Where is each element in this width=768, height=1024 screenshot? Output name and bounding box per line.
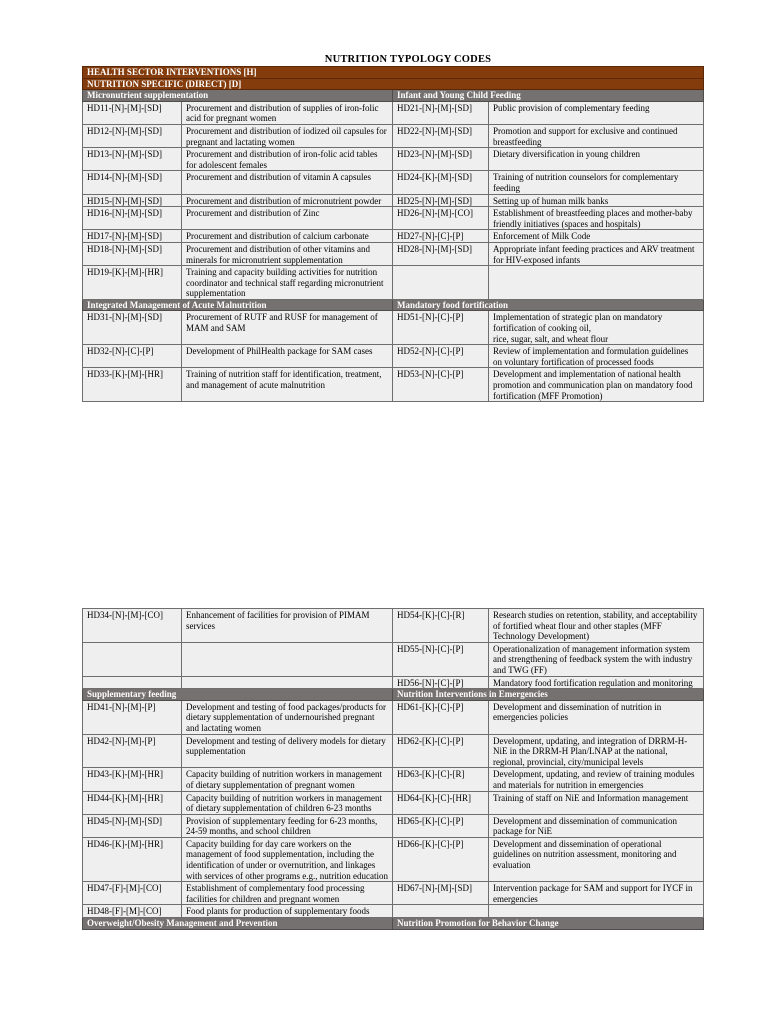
description-cell: Development and implementation of national health promotion and communication plan on mandatory food fortification (MFF Promotion) xyxy=(489,368,704,402)
description-cell: Procurement and distribution of calcium carbonate xyxy=(182,230,393,243)
code-cell xyxy=(83,676,182,689)
table-row xyxy=(83,700,704,734)
description-cell: Training of nutrition staff for identification, treatment, and management of acute malnutrition xyxy=(182,368,393,402)
description-cell: Development and testing of delivery models for dietary supplementation xyxy=(182,734,393,768)
description-cell: Development and dissemination of nutrition in emergencies policies xyxy=(489,700,704,734)
code-cell: HD41-[N]-[M]-[P] xyxy=(83,700,182,734)
description-cell: Public provision of complementary feeding xyxy=(489,101,704,124)
table-row xyxy=(83,207,704,230)
section-header-micronutrient: Micronutrient supplementation xyxy=(83,90,393,102)
table-row xyxy=(83,814,704,837)
table-row xyxy=(83,791,704,814)
code-cell: HD24-[K]-[M]-[SD] xyxy=(393,171,489,194)
code-cell: HD18-[N]-[M]-[SD] xyxy=(83,242,182,265)
code-cell: HD44-[K]-[M]-[HR] xyxy=(83,791,182,814)
code-cell xyxy=(393,905,489,918)
table-row xyxy=(83,266,704,300)
code-cell: HD43-[K]-[M]-[HR] xyxy=(83,768,182,791)
code-cell xyxy=(83,642,182,676)
description-cell: Setting up of human milk banks xyxy=(489,194,704,207)
micronutrient-iycf-rows xyxy=(83,101,704,299)
description-cell: Appropriate infant feeding practices and ARV treatment for HIV-exposed infants xyxy=(489,242,704,265)
code-cell: HD31-[N]-[M]-[SD] xyxy=(83,311,182,345)
code-cell: HD15-[N]-[M]-[SD] xyxy=(83,194,182,207)
code-cell: HD46-[K]-[M]-[HR] xyxy=(83,837,182,881)
description-cell: Establishment of breastfeeding places and mother-baby friendly initiatives (spaces and hospitals) xyxy=(489,207,704,230)
description-cell: Capacity building of nutrition workers in management of dietary supplementation of pregnant women xyxy=(182,768,393,791)
table-row xyxy=(83,609,704,643)
description-cell: Procurement and distribution of vitamin A capsules xyxy=(182,171,393,194)
description-cell: Enhancement of facilities for provision of PIMAM services xyxy=(182,609,393,643)
table-row xyxy=(83,124,704,147)
supplementary-emergency-rows xyxy=(83,700,704,917)
table-row xyxy=(83,148,704,171)
description-cell: Training and capacity building activities for nutrition coordinator and technical staff regarding micronutrient supplementation xyxy=(182,266,393,300)
document-title: NUTRITION TYPOLOGY CODES xyxy=(324,54,492,65)
description-cell: Capacity building of nutrition workers in management of dietary supplementation of children 6-23 months xyxy=(182,791,393,814)
code-cell: HD33-[K]-[M]-[HR] xyxy=(83,368,182,402)
description-cell xyxy=(182,642,393,676)
table-row xyxy=(83,905,704,918)
table-row xyxy=(83,768,704,791)
code-cell: HD52-[N]-[C]-[P] xyxy=(393,345,489,368)
description-cell: Procurement and distribution of supplies of iron-folic acid for pregnant women xyxy=(182,101,393,124)
code-cell: HD64-[K]-[C]-[HR] xyxy=(393,791,489,814)
description-cell: Development and testing of food packages/products for dietary supplementation of undernourished pregnant and lactating women xyxy=(182,700,393,734)
table-row xyxy=(83,345,704,368)
section-header-iycf: Infant and Young Child Feeding xyxy=(393,90,704,102)
description-cell: Procurement of RUTF and RUSF for management of MAM and SAM xyxy=(182,311,393,345)
code-cell: HD13-[N]-[M]-[SD] xyxy=(83,148,182,171)
code-cell: HD63-[K]-[C]-[R] xyxy=(393,768,489,791)
code-cell: HD48-[F]-[M]-[CO] xyxy=(83,905,182,918)
code-cell: HD47-[F]-[M]-[CO] xyxy=(83,882,182,905)
description-cell: Establishment of complementary food processing facilities for children and pregnant women xyxy=(182,882,393,905)
description-cell: Training of staff on NiE and Information management xyxy=(489,791,704,814)
section-header-supplementary-feeding: Supplementary feeding xyxy=(83,689,393,701)
description-cell: Enforcement of Milk Code xyxy=(489,230,704,243)
code-cell: HD25-[N]-[M]-[SD] xyxy=(393,194,489,207)
code-cell: HD42-[N]-[M]-[P] xyxy=(83,734,182,768)
description-cell: Mandatory food fortification regulation and monitoring xyxy=(489,676,704,689)
description-cell: Intervention package for SAM and support for IYCF in emergencies xyxy=(489,882,704,905)
code-cell: HD27-[N]-[C]-[P] xyxy=(393,230,489,243)
code-cell: HD51-[N]-[C]-[P] xyxy=(393,311,489,345)
table-row xyxy=(83,642,704,676)
code-cell: HD66-[K]-[C]-[P] xyxy=(393,837,489,881)
description-cell: Training of nutrition counselors for complementary feeding xyxy=(489,171,704,194)
description-cell: Development, updating, and review of training modules and materials for nutrition in emergencies xyxy=(489,768,704,791)
table-row xyxy=(83,194,704,207)
table-row xyxy=(83,368,704,402)
table-row xyxy=(83,101,704,124)
description-cell: Development of PhilHealth package for SAM cases xyxy=(182,345,393,368)
code-cell: HD28-[N]-[M]-[SD] xyxy=(393,242,489,265)
table-row xyxy=(83,311,704,345)
description-cell: Review of implementation and formulation guidelines on voluntary fortification of processed foods xyxy=(489,345,704,368)
code-cell: HD45-[N]-[M]-[SD] xyxy=(83,814,182,837)
description-cell: Procurement and distribution of iron-folic acid tables for adolescent females xyxy=(182,148,393,171)
description-cell: Operationalization of management information system and strengthening of feedback system the with industry and TWG (FF) xyxy=(489,642,704,676)
code-cell: HD22-[N]-[M]-[SD] xyxy=(393,124,489,147)
imam-fortification-rows xyxy=(83,311,704,402)
description-cell: Development and dissemination of communication package for NiE xyxy=(489,814,704,837)
code-cell: HD12-[N]-[M]-[SD] xyxy=(83,124,182,147)
section-header-food-fortification: Mandatory food fortification xyxy=(393,299,704,311)
table-row xyxy=(83,734,704,768)
code-cell: HD54-[K]-[C]-[R] xyxy=(393,609,489,643)
code-cell: HD55-[N]-[C]-[P] xyxy=(393,642,489,676)
section-header-emergencies: Nutrition Interventions in Emergencies xyxy=(393,689,704,701)
code-cell: HD17-[N]-[M]-[SD] xyxy=(83,230,182,243)
code-cell: HD67-[N]-[M]-[SD] xyxy=(393,882,489,905)
description-cell: Food plants for production of supplementary foods xyxy=(182,905,393,918)
description-cell: Procurement and distribution of micronutrient powder xyxy=(182,194,393,207)
band-health-sector: HEALTH SECTOR INTERVENTIONS [H] xyxy=(83,67,704,79)
continued-rows xyxy=(83,609,704,689)
code-cell: HD53-[N]-[C]-[P] xyxy=(393,368,489,402)
description-cell: Development, updating, and integration of DRRM-H-NiE in the DRRM-H Plan/LNAP at the national, regional, provincial, city/municipal levels xyxy=(489,734,704,768)
description-cell xyxy=(489,905,704,918)
section-header-overweight-obesity: Overweight/Obesity Management and Prevention xyxy=(83,918,393,930)
description-cell xyxy=(489,266,704,300)
description-cell: Procurement and distribution of iodized oil capsules for pregnant and lactating women xyxy=(182,124,393,147)
code-cell: HD65-[K]-[C]-[P] xyxy=(393,814,489,837)
code-cell: HD62-[K]-[C]-[P] xyxy=(393,734,489,768)
description-cell: Development and dissemination of operational guidelines on nutrition assessment, monitoring and evaluation xyxy=(489,837,704,881)
code-cell: HD61-[K]-[C]-[P] xyxy=(393,700,489,734)
band-nutrition-specific: NUTRITION SPECIFIC (DIRECT) [D] xyxy=(83,78,704,90)
table-row xyxy=(83,230,704,243)
table-row xyxy=(83,171,704,194)
code-cell: HD26-[N]-[M]-[CO] xyxy=(393,207,489,230)
table-row xyxy=(83,837,704,881)
description-cell: Procurement and distribution of other vitamins and minerals for micronutrient supplementation xyxy=(182,242,393,265)
table-row xyxy=(83,242,704,265)
code-cell: HD56-[N]-[C]-[P] xyxy=(393,676,489,689)
description-cell xyxy=(182,676,393,689)
code-cell: HD16-[N]-[M]-[SD] xyxy=(83,207,182,230)
table-row xyxy=(83,882,704,905)
description-cell: Research studies on retention, stability, and acceptability of fortified wheat flour and other staples (MFF Technology Development) xyxy=(489,609,704,643)
code-cell: HD11-[N]-[M]-[SD] xyxy=(83,101,182,124)
code-cell: HD23-[N]-[M]-[SD] xyxy=(393,148,489,171)
code-cell: HD19-[K]-[M]-[HR] xyxy=(83,266,182,300)
code-cell: HD34-[N]-[M]-[CO] xyxy=(83,609,182,643)
description-cell: Implementation of strategic plan on mandatory fortification of cooking oil, rice, sugar, salt, and wheat flour xyxy=(489,311,704,345)
description-cell: Procurement and distribution of Zinc xyxy=(182,207,393,230)
code-cell xyxy=(393,266,489,300)
code-cell: HD32-[N]-[C]-[P] xyxy=(83,345,182,368)
section-header-imam: Integrated Management of Acute Malnutrition xyxy=(83,299,393,311)
typology-table-top xyxy=(82,66,704,402)
code-cell: HD21-[N]-[M]-[SD] xyxy=(393,101,489,124)
section-header-behavior-change: Nutrition Promotion for Behavior Change xyxy=(393,918,704,930)
typology-table-bottom xyxy=(82,608,704,930)
description-cell: Capacity building for day care workers on the management of food supplementation, including the identification of under or overnutrition, and linkages with services of other programs e.g., nutrition education xyxy=(182,837,393,881)
code-cell: HD14-[N]-[M]-[SD] xyxy=(83,171,182,194)
description-cell: Promotion and support for exclusive and continued breastfeeding xyxy=(489,124,704,147)
table-row xyxy=(83,676,704,689)
description-cell: Dietary diversification in young children xyxy=(489,148,704,171)
description-cell: Provision of supplementary feeding for 6-23 months, 24-59 months, and school children xyxy=(182,814,393,837)
